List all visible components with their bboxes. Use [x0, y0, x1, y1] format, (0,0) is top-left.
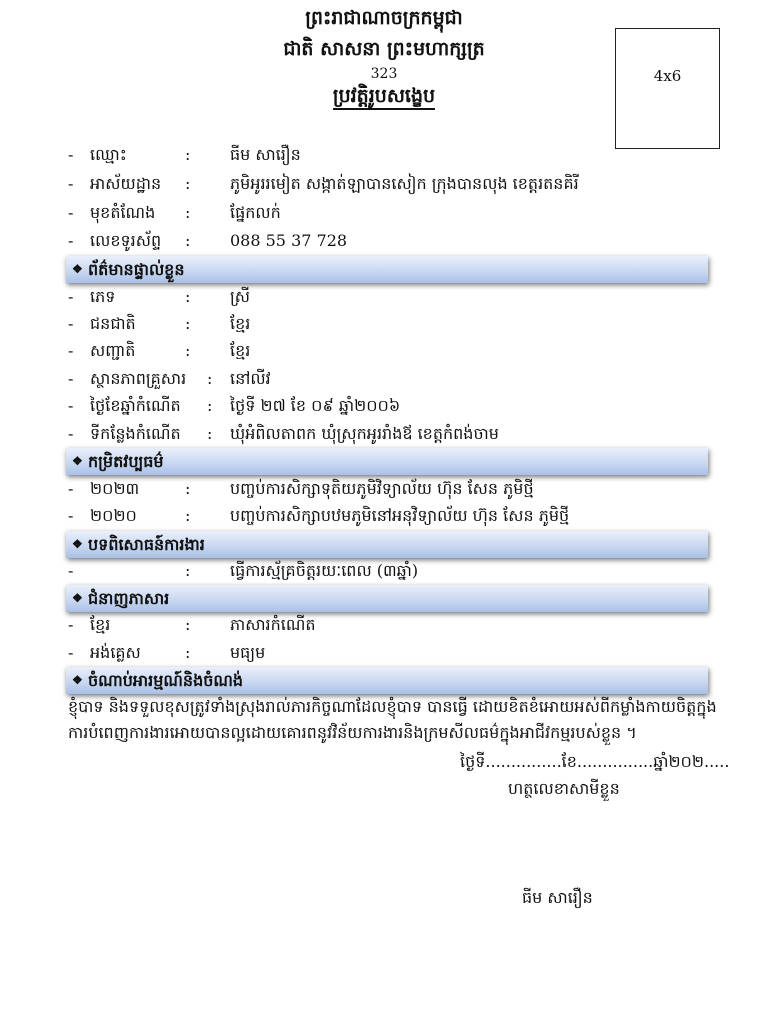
row-dash: - — [68, 479, 74, 498]
section-header-experience — [66, 531, 708, 558]
diamond-bullet-icon: ❖ — [72, 591, 83, 605]
signature-label: ហត្ថលេខាសាមីខ្លួន — [508, 779, 620, 798]
row-value: ថ្ងៃទី ២៧ ខែ ០៩ ឆ្នាំ២០០៦ — [230, 396, 401, 415]
date-line: ថ្ងៃទី...............ខែ...............ឆ្នាំ២០២..... — [460, 752, 730, 771]
row-label: លេខទូរស័ព្ទ — [90, 231, 162, 250]
row-colon: : — [185, 341, 191, 360]
document-number: 323 — [370, 66, 398, 82]
diamond-bullet-icon: ❖ — [72, 673, 83, 687]
section-header-education — [66, 448, 708, 475]
row-label: អាស័យដ្ឋាន — [90, 174, 162, 193]
row-dash: - — [68, 643, 74, 662]
row-dash: - — [68, 369, 74, 388]
row-value: ស្រី — [230, 287, 250, 306]
row-label: ជនជាតិ — [90, 314, 136, 333]
signatory-name: ធីម សារឿន — [522, 888, 593, 907]
row-colon: : — [185, 231, 191, 250]
row-value: ឃុំអំពិលតាពក ឃុំស្រុកអូររាំងឪ ខេត្តកំពង់ចាម — [230, 424, 499, 443]
section-title: បទពិសោធន៍ការងារ — [88, 535, 205, 554]
row-colon: : — [185, 174, 191, 193]
section-header-hobbies — [66, 667, 708, 694]
row-value: នៅលីវ — [230, 369, 271, 388]
row-colon: : — [185, 643, 191, 662]
row-value: ខ្មែរ — [230, 341, 251, 360]
row-dash: - — [68, 424, 74, 443]
row-label: ទីកន្លែងកំណើត — [90, 424, 181, 443]
kingdom-title: ព្រះរាជាណាចក្រកម្ពុជា — [305, 7, 463, 29]
row-colon: : — [185, 145, 191, 164]
row-dash: - — [68, 231, 74, 250]
row-dash: - — [68, 174, 74, 193]
row-colon: : — [185, 203, 191, 222]
row-value: បញ្ចប់ការសិក្សាបឋមភូមិនៅអនុវិទ្យាល័យ ហ៊ុន សែន ភូមិថ្មី — [230, 506, 570, 525]
row-value: ធ្វើការស្ម័គ្រចិត្តរយៈពេល (៣ឆ្នាំ) — [230, 561, 419, 580]
row-value: ធីម សារឿន — [230, 145, 301, 164]
section-header-languages — [66, 585, 708, 612]
section-title: ចំណាប់អារម្មណ៍និងចំណង់ — [88, 671, 244, 690]
row-colon: : — [185, 561, 191, 580]
row-colon: : — [207, 369, 213, 388]
section-title: ព័ត៌មានផ្ទាល់ខ្លួន — [88, 260, 185, 279]
row-label: ខ្មែរ — [90, 615, 111, 634]
row-dash: - — [68, 396, 74, 415]
row-label: អង់គ្លេស — [90, 643, 141, 662]
declaration-paragraph: ខ្ញុំបាទ និងទទួលខុសត្រូវទាំងស្រុងរាល់ភារកិច្ចណាដែលខ្ញុំបាទ បានធ្វើ ដោយខិតខំអោយអស់ពីកម្លាំងកាយចិត្តក្នុងការបំពេញការងារអោយបានល្អដោយគោរពនូវវិន័យការងារនិងក្រមសីលធម៌ក្នុងអាជីវកម្មរបស់ខ្លួន ។ — [68, 697, 717, 742]
row-label: ២០២៣ — [90, 479, 140, 498]
photo-placeholder — [615, 28, 720, 149]
row-colon: : — [185, 479, 191, 498]
photo-size-label: 4x6 — [653, 67, 682, 85]
national-motto: ជាតិ សាសនា ព្រះមហាក្សត្រ — [283, 38, 485, 60]
row-dash: - — [68, 561, 74, 580]
row-dash: - — [68, 203, 74, 222]
diamond-bullet-icon: ❖ — [72, 262, 83, 276]
row-value: ផ្នែកលក់ — [230, 203, 281, 222]
row-colon: : — [207, 396, 213, 415]
row-dash: - — [68, 341, 74, 360]
row-label: ឈ្មោះ — [90, 145, 127, 164]
row-value: ភូមិអូររមៀត សង្កាត់ឡាបានសៀក ក្រុងបានលុង ខេត្តរតនគិរី — [230, 174, 579, 193]
row-colon: : — [185, 506, 191, 525]
row-colon: : — [185, 314, 191, 333]
row-dash: - — [68, 615, 74, 634]
row-label: ២០២០ — [90, 506, 137, 525]
document-title-text: ប្រវត្តិរូបសង្ខេប — [333, 85, 435, 110]
row-dash: - — [68, 287, 74, 306]
section-title: ជំនាញភាសារ — [88, 589, 170, 608]
row-label: សញ្ជាតិ — [90, 341, 136, 360]
row-dash: - — [68, 506, 74, 525]
row-label: ភេទ — [90, 287, 116, 306]
row-value: ខ្មែរ — [230, 314, 251, 333]
diamond-bullet-icon: ❖ — [72, 537, 83, 551]
row-label: ថ្ងៃខែឆ្នាំកំណើត — [90, 396, 181, 415]
row-dash: - — [68, 314, 74, 333]
row-label: មុខតំណែង — [90, 203, 156, 222]
section-title: កម្រិតវប្បធម៌ — [88, 452, 164, 471]
row-value: ភាសារកំណើត — [230, 615, 316, 634]
row-value: បញ្ចប់ការសិក្សាទុតិយភូមិវិទ្យាល័យ ហ៊ុន សែន ភូមិថ្មី — [230, 479, 534, 498]
row-value: 088 55 37 728 — [230, 231, 348, 250]
row-colon: : — [207, 424, 213, 443]
diamond-bullet-icon: ❖ — [72, 454, 83, 468]
row-label: ស្ថានភាពគ្រួសារ — [90, 369, 187, 388]
row-colon: : — [185, 615, 191, 634]
section-header-personal — [66, 256, 708, 283]
row-dash: - — [68, 145, 74, 164]
row-value: មធ្យម — [230, 643, 266, 662]
row-colon: : — [185, 287, 191, 306]
